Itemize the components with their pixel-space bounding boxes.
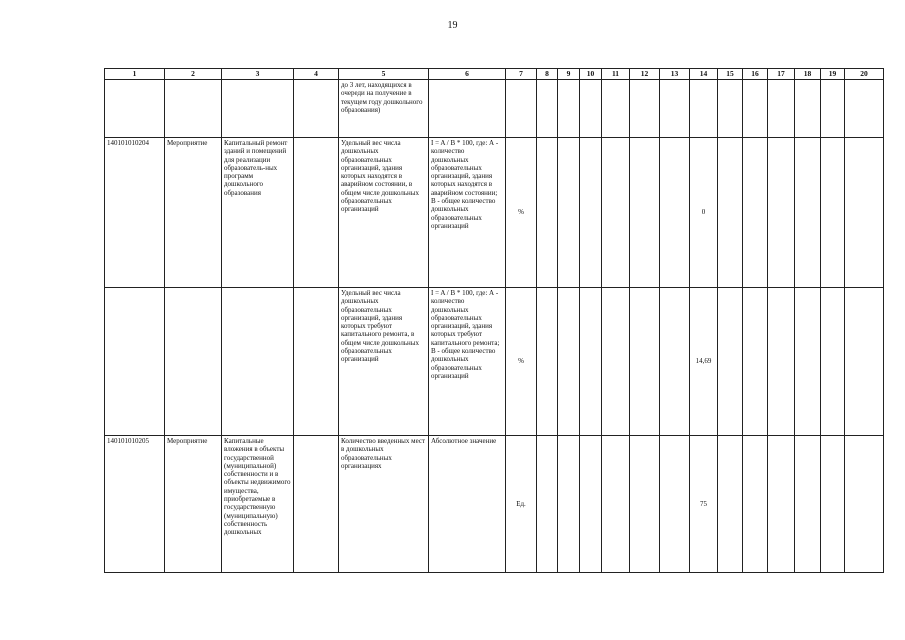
name-cell: Капитальный ремонт зданий и помещений для реализации образователь-ных программ дошкольного образования [222, 138, 294, 288]
col-header: 12 [630, 69, 660, 80]
col-header: 3 [222, 69, 294, 80]
col-header: 17 [768, 69, 795, 80]
empty-cell [718, 288, 743, 436]
empty-cell [580, 288, 602, 436]
unit-cell: % [506, 138, 537, 288]
empty-cell [580, 138, 602, 288]
empty-cell [602, 80, 630, 138]
unit-cell: % [506, 288, 537, 436]
empty-cell [630, 80, 660, 138]
code-cell: 140101010204 [105, 138, 165, 288]
type-cell [165, 80, 222, 138]
empty-cell [768, 436, 795, 573]
col-header: 8 [537, 69, 558, 80]
col-header: 13 [660, 69, 690, 80]
empty-cell [558, 436, 580, 573]
empty-cell [795, 288, 821, 436]
empty-cell [845, 80, 884, 138]
empty-cell [845, 436, 884, 573]
type-cell: Мероприятие [165, 436, 222, 573]
empty-cell [580, 80, 602, 138]
empty-cell [660, 138, 690, 288]
table-row [105, 80, 884, 138]
empty-cell [602, 138, 630, 288]
empty-cell [580, 436, 602, 573]
empty-cell [294, 436, 339, 573]
table-row [105, 138, 884, 288]
empty-cell [768, 80, 795, 138]
empty-cell [630, 288, 660, 436]
page-number: 19 [447, 20, 458, 31]
empty-cell [630, 436, 660, 573]
col-header: 14 [690, 69, 718, 80]
col-header: 5 [339, 69, 429, 80]
empty-cell [743, 80, 768, 138]
code-cell: 140101010205 [105, 436, 165, 573]
empty-cell [602, 288, 630, 436]
empty-cell [795, 138, 821, 288]
empty-cell [660, 80, 690, 138]
formula-cell: I = A / B * 100, где: А - количество дошкольных образовательных организаций, здания которых находятся в аварийном состоянии; В - общее количество дошкольных образовательных организаций [429, 138, 506, 288]
empty-cell [537, 80, 558, 138]
formula-cell: I = A / B * 100, где: А - количество дошкольных образовательных организаций, здания которых требуют капитального ремонта; В - общее количество дошкольных образовательных организаций [429, 288, 506, 436]
formula-cell [429, 80, 506, 138]
indicator-table [104, 68, 884, 573]
empty-cell [743, 436, 768, 573]
indicator-cell: Количество введенных мест в дошкольных образовательных организациях [339, 436, 429, 573]
name-cell [222, 288, 294, 436]
empty-cell [821, 436, 845, 573]
empty-cell [630, 138, 660, 288]
empty-cell [718, 138, 743, 288]
empty-cell [660, 288, 690, 436]
empty-cell [602, 436, 630, 573]
empty-cell [558, 138, 580, 288]
empty-cell [821, 288, 845, 436]
col-header: 6 [429, 69, 506, 80]
col-header: 19 [821, 69, 845, 80]
col-header: 20 [845, 69, 884, 80]
empty-cell [743, 138, 768, 288]
col-header: 7 [506, 69, 537, 80]
empty-cell [537, 138, 558, 288]
type-cell [165, 288, 222, 436]
formula-cell: Абсолютное значение [429, 436, 506, 573]
value-cell: 0 [690, 138, 718, 288]
empty-cell [768, 138, 795, 288]
empty-cell [821, 80, 845, 138]
col-header: 18 [795, 69, 821, 80]
empty-cell [718, 436, 743, 573]
col-header: 11 [602, 69, 630, 80]
col-header: 1 [105, 69, 165, 80]
type-cell: Мероприятие [165, 138, 222, 288]
table-row [105, 288, 884, 436]
table-row [105, 436, 884, 573]
col-header: 9 [558, 69, 580, 80]
unit-cell [506, 80, 537, 138]
empty-cell [845, 138, 884, 288]
name-cell [222, 80, 294, 138]
empty-cell [795, 80, 821, 138]
name-cell: Капитальные вложения в объекты государственной (муниципальной) собственности и в объекты недвижимого имущества, приобретаемые в государственную (муниципальную) собственность дошкольных [222, 436, 294, 573]
empty-cell [743, 288, 768, 436]
empty-cell [718, 80, 743, 138]
col-header: 16 [743, 69, 768, 80]
code-cell [105, 288, 165, 436]
empty-cell [558, 80, 580, 138]
value-cell [690, 80, 718, 138]
empty-cell [821, 138, 845, 288]
empty-cell [294, 138, 339, 288]
empty-cell [537, 288, 558, 436]
empty-cell [660, 436, 690, 573]
indicator-cell: Удельный вес числа дошкольных образовательных организаций, здания которых требуют капитального ремонта, в общем числе дошкольных образовательных организаций [339, 288, 429, 436]
indicator-cell: Удельный вес числа дошкольных образовательных организаций, здания которых находятся в аварийном состоянии, в общем числе дошкольных образовательных организаций [339, 138, 429, 288]
empty-cell [537, 436, 558, 573]
col-header: 4 [294, 69, 339, 80]
value-cell: 14,69 [690, 288, 718, 436]
code-cell [105, 80, 165, 138]
header-row [105, 69, 884, 80]
indicator-cell: до 3 лет, находящихся в очереди на получение в текущем году дошкольного образования) [339, 80, 429, 138]
value-cell: 75 [690, 436, 718, 573]
empty-cell [294, 288, 339, 436]
col-header: 10 [580, 69, 602, 80]
empty-cell [845, 288, 884, 436]
col-header: 15 [718, 69, 743, 80]
unit-cell: Ед. [506, 436, 537, 573]
col-header: 2 [165, 69, 222, 80]
empty-cell [558, 288, 580, 436]
empty-cell [795, 436, 821, 573]
empty-cell [768, 288, 795, 436]
empty-cell [294, 80, 339, 138]
